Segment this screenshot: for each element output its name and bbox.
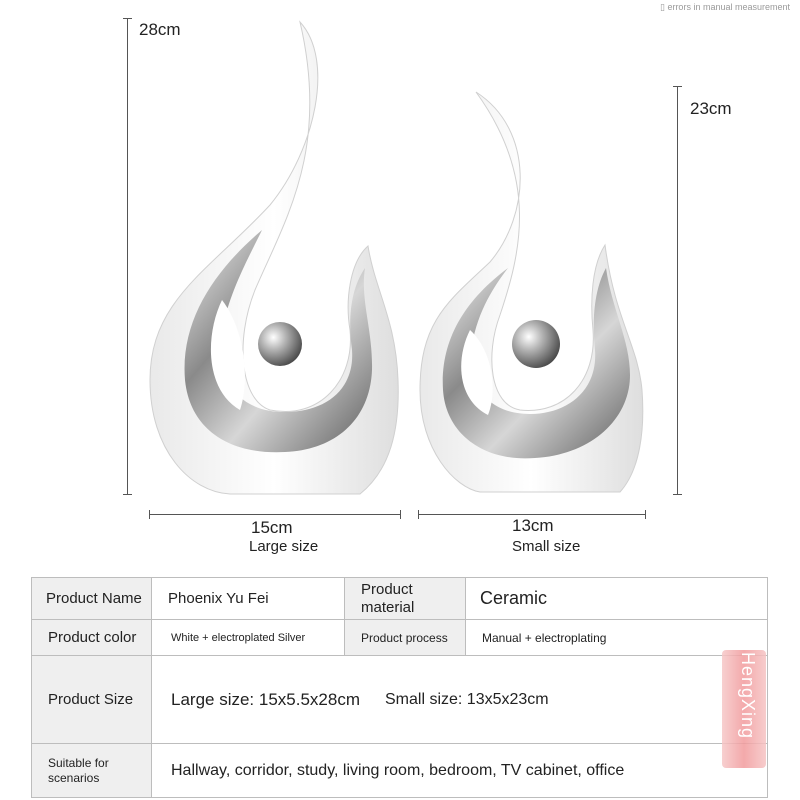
size-label: Product Size — [48, 691, 134, 708]
product-name-value: Phoenix Yu Fei — [168, 590, 269, 607]
size-value-cell — [152, 656, 767, 744]
size-label-cell — [32, 656, 152, 744]
small-height-label: 23cm — [690, 99, 732, 118]
material-value-cell — [466, 578, 767, 620]
color-label: Product color — [48, 629, 137, 646]
material-value: Ceramic — [480, 588, 548, 608]
color-value: White + electroplated Silver — [171, 631, 306, 644]
small-width-label: 13cm — [512, 516, 554, 535]
material-label: Product material — [361, 580, 415, 616]
large-sculpture — [150, 22, 398, 494]
scenario-label: Suitable for scenarios — [48, 755, 109, 785]
color-value-cell — [152, 620, 345, 656]
scenario-value: Hallway, corridor, study, living room, bedroom, TV cabinet, office — [171, 761, 625, 779]
process-value: Manual + electroplating — [482, 630, 607, 645]
product-name-label-cell — [32, 578, 152, 620]
size-small-value: Small size: 13x5x23cm — [385, 690, 549, 708]
size-large-value: Large size: 15x5.5x28cm — [171, 689, 360, 709]
material-label-cell — [345, 578, 466, 620]
large-width-label: 15cm — [251, 518, 293, 537]
large-height-label: 28cm — [139, 20, 181, 39]
process-label-cell — [345, 620, 466, 656]
scenario-value-cell — [152, 744, 767, 797]
measurement-note: ▯ errors in manual measurement — [659, 2, 790, 12]
small-size-caption: Small size — [512, 538, 581, 555]
spec-table — [31, 577, 768, 798]
product-name-label: Product Name — [46, 590, 142, 607]
watermark-text: HengXing — [738, 652, 758, 740]
small-sculpture — [420, 92, 643, 492]
scenario-label-cell — [32, 744, 152, 797]
color-label-cell — [32, 620, 152, 656]
process-label: Product process — [361, 630, 448, 645]
large-size-caption: Large size — [249, 538, 319, 555]
product-name-value-cell — [152, 578, 345, 620]
